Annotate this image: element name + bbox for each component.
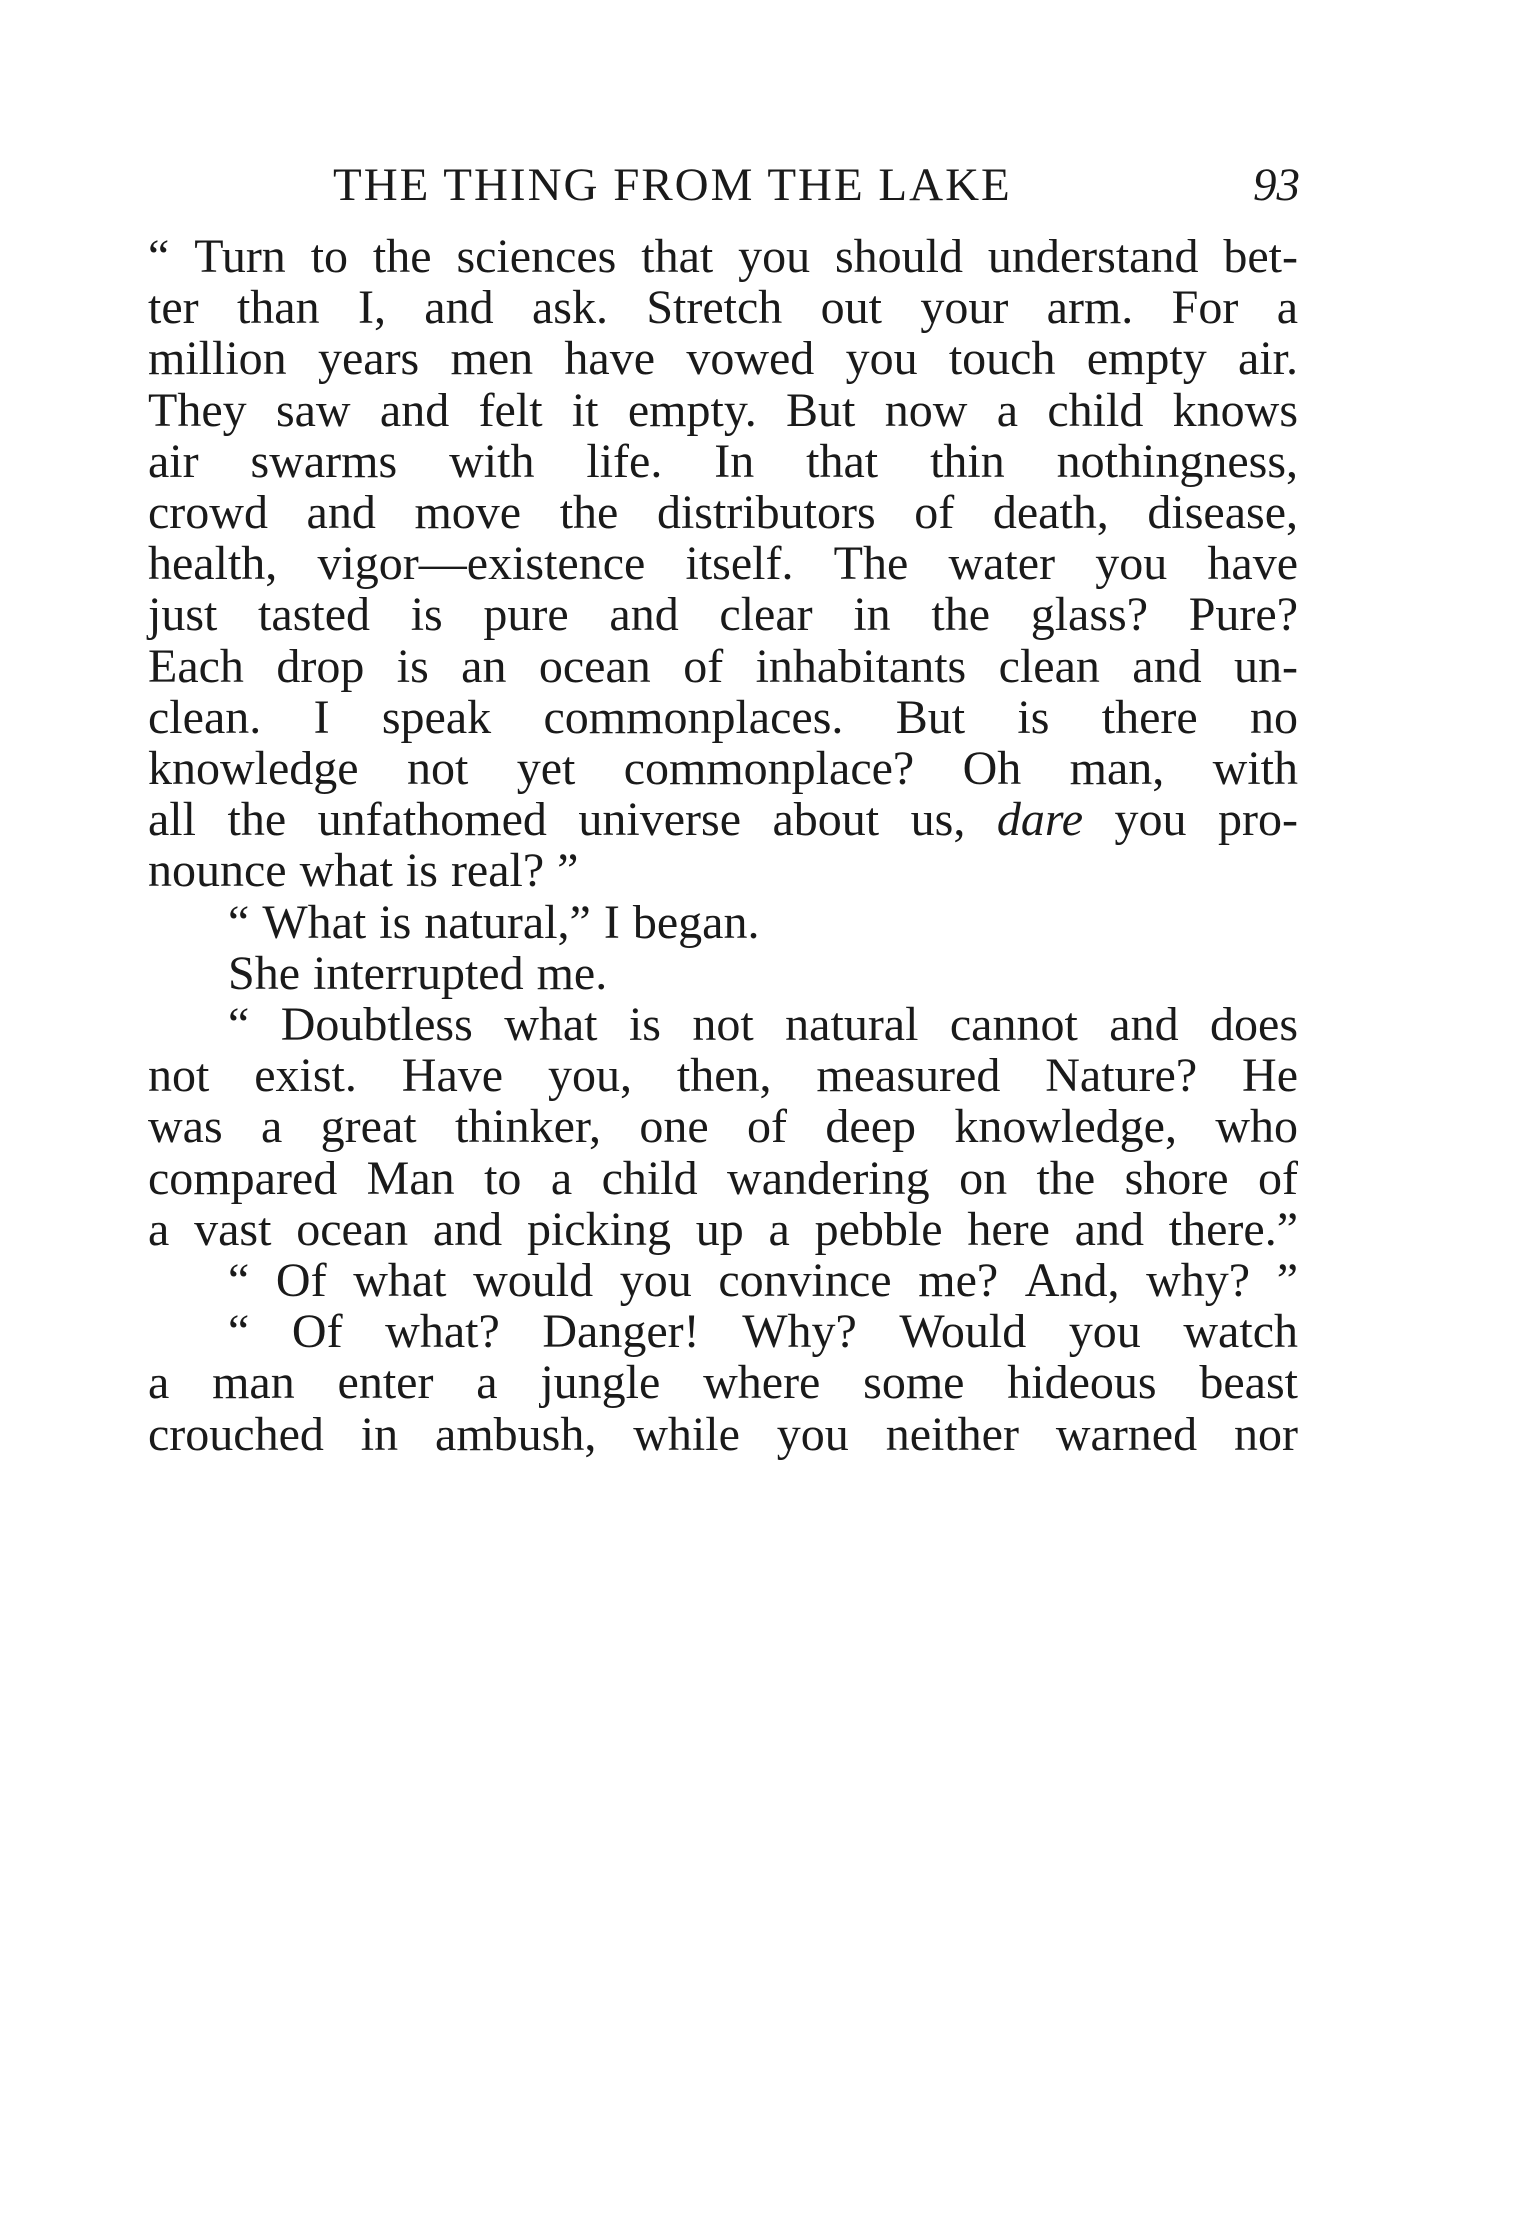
text-line: “ Of what? Danger! Why? Would you watch bbox=[228, 1305, 1298, 1359]
text-line: all the unfathomed universe about us, dare you pro- bbox=[148, 793, 1298, 847]
text-line: a vast ocean and picking up a pebble here and there.” bbox=[148, 1202, 1298, 1256]
running-title: THE THING FROM THE LAKE bbox=[333, 159, 1012, 211]
text-line: “ Of what would you convince me? And, why? ” bbox=[228, 1254, 1298, 1307]
text-line: crouched in ambush, while you neither warned nor bbox=[148, 1407, 1298, 1461]
text-line: “ Doubtless what is not natural cannot and does bbox=[228, 998, 1298, 1051]
page-number: 93 bbox=[1253, 159, 1300, 211]
text-line: knowledge not yet commonplace? Oh man, with bbox=[148, 742, 1298, 795]
text-line: air swarms with life. In that thin nothingness, bbox=[148, 434, 1298, 488]
text-line: crowd and move the distributors of death, disease, bbox=[148, 486, 1298, 539]
text-line: They saw and felt it empty. But now a child knows bbox=[148, 383, 1298, 437]
text-line: just tasted is pure and clear in the glass? Pure? bbox=[148, 588, 1298, 642]
text-line: clean. I speak commonplaces. But is there no bbox=[148, 690, 1298, 744]
running-head bbox=[148, 150, 1300, 220]
text-line: not exist. Have you, then, measured Nature? He bbox=[148, 1049, 1298, 1103]
text-line: compared Man to a child wandering on the shore of bbox=[148, 1151, 1298, 1205]
text-line: “ Turn to the sciences that you should understand bet- bbox=[148, 230, 1298, 283]
text-line: was a great thinker, one of deep knowledge, who bbox=[148, 1100, 1298, 1154]
text-line: a man enter a jungle where some hideous beast bbox=[148, 1356, 1298, 1410]
text-line: million years men have vowed you touch empty air. bbox=[148, 332, 1298, 386]
text-line: ter than I, and ask. Stretch out your arm. For a bbox=[148, 281, 1298, 335]
text-line: Each drop is an ocean of inhabitants clean and un- bbox=[148, 639, 1298, 693]
text-line: health, vigor—existence itself. The water you have bbox=[148, 537, 1298, 591]
book-page: THE THING FROM THE LAKE 93 “ Turn to the sciences that you should understand bet- ter than I, and ask. Stretch out your arm. For a million years men have vowed you touch empty air. They saw and felt it empty. But now a child knows air swarms with life. In that thin nothingness, crowd and move the distributors of death, disease, health, vigor—existence itself. The water you have just tasted is pure and clear in the glass? Pure? Each drop is an ocean of inhabitants clean and un- clean. I speak commonplaces. But is there no knowledge not yet commonplace? Oh man, with all the unfathomed universe about us, dare you pro- nounce what is real? ” “ What is natural,” I began. She interrupted me. “ Doubtless what is not natural cannot and does not exist. Have you, then, measured Nature? He was a great thinker, one of deep knowledge, who compared Man to a child wandering on the shore of a vast ocean and picking up a pebble here and there.” “ Of what would you convince me? And, why? ” “ Of what? Danger! Why? Would you watch a man enter a jungle where some hideous beast crouched in ambush, while you neither warned nor bbox=[0, 0, 1522, 2221]
